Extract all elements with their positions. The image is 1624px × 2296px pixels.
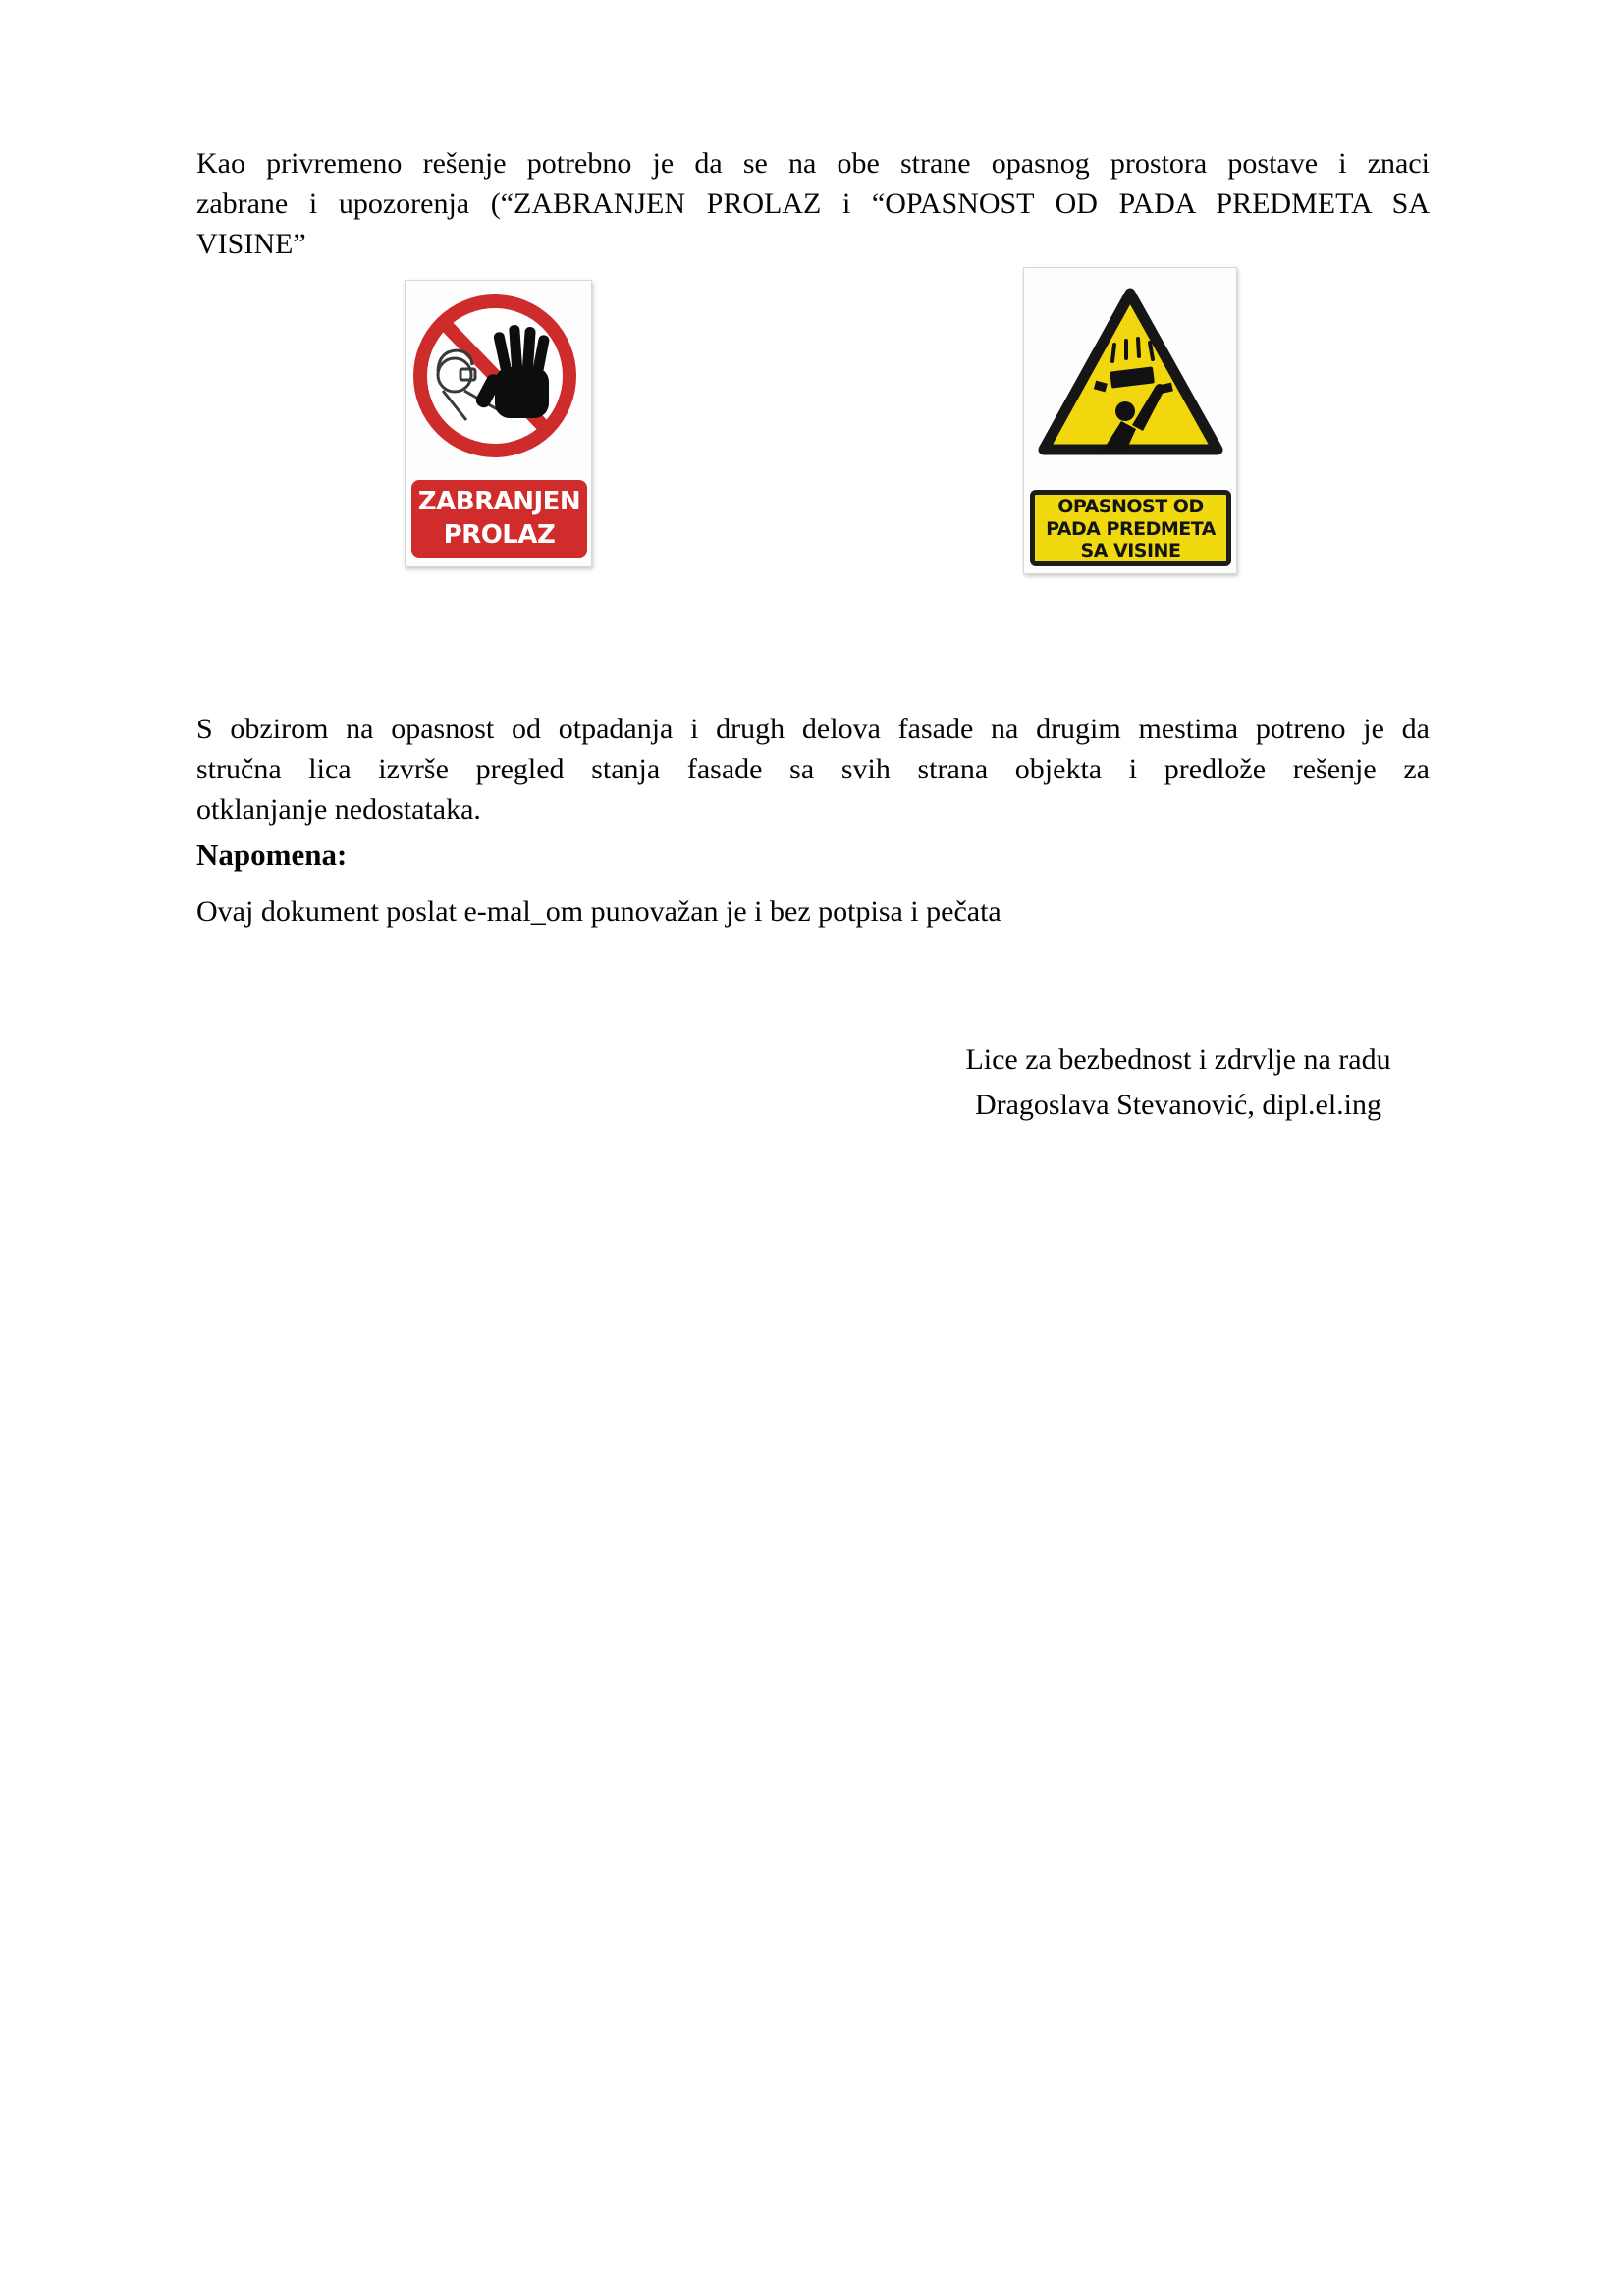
prohibition-sign-label	[411, 480, 587, 558]
warning-sign-opasnost-od-pada	[1023, 267, 1237, 574]
napomena-heading: Napomena:	[196, 837, 348, 872]
no-entry-hand-icon	[406, 281, 591, 477]
signature-role: Lice za bezbednost i zdrvlje na radu	[965, 1043, 1391, 1076]
warning-label-line1: OPASNOST OD	[1057, 496, 1204, 517]
prohibition-label-line2: PROLAZ	[443, 520, 556, 550]
warning-label-line3: SA VISINE	[1080, 540, 1181, 561]
signature-name: Dragoslava Stevanović, dipl.el.ing	[974, 1089, 1382, 1121]
napomena-body: Ovaj dokument poslat e-mal_om punovažan je i bez potpisa i pečata	[196, 895, 1001, 928]
warning-sign-label	[1030, 490, 1231, 566]
falling-objects-icon	[1024, 268, 1236, 484]
prohibition-sign-zabranjen-prolaz	[405, 280, 592, 567]
paragraph-fasada	[196, 709, 1430, 829]
paragraph-intro-line3: VISINE”	[196, 228, 306, 260]
signature-block	[933, 1038, 1424, 1128]
paragraph-fasada-line2: stručna lica izvrše pregled stanja fasade sa svih strana objekta i predlože rešenje za	[196, 753, 1430, 785]
paragraph-fasada-line1: S obzirom na opasnost od otpadanja i drugh delova fasade na drugim mestima potreno je da	[196, 713, 1430, 745]
prohibition-label-line1: ZABRANJEN	[417, 487, 581, 516]
paragraph-fasada-line3: otklanjanje nedostataka.	[196, 793, 481, 826]
paragraph-intro	[196, 143, 1430, 264]
paragraph-intro-line2: zabrane i upozorenja (“ZABRANJEN PROLAZ i “OPASNOST OD PADA PREDMETA SA	[196, 187, 1430, 220]
warning-label-line2: PADA PREDMETA	[1046, 517, 1216, 540]
paragraph-intro-line1: Kao privremeno rešenje potrebno je da se na obe strane opasnog prostora postave i znaci	[196, 147, 1430, 180]
